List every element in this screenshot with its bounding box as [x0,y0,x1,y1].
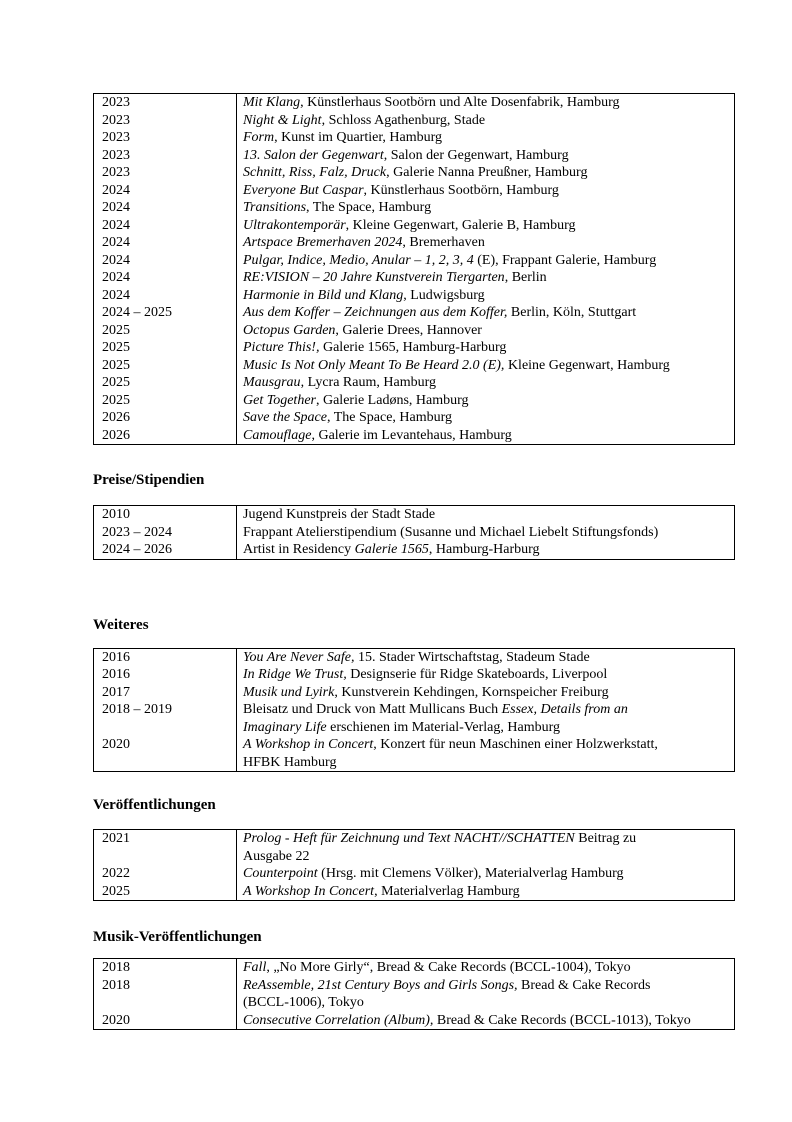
table-row [94,304,734,322]
entry-text: , Kunst im Quartier, Hamburg [274,130,443,145]
entry-text: Jugend Kunstpreis der Stadt Stade [243,507,436,522]
section-heading-veroeffentlichungen: Veröffentlichungen [93,797,216,813]
year-cell: 2024 [94,182,237,200]
year-cell: 2020 [94,1012,237,1030]
table-row [94,409,734,427]
entry-text: Beitrag zu [574,831,637,846]
table-row [94,736,734,771]
table-row [94,883,734,901]
entry-text: Artist in Residency [243,542,355,557]
entry-text: Berlin, Köln, Stuttgart [507,305,637,320]
entry-line [243,1012,734,1030]
entry-title-italic: 13. Salon der Gegenwart [243,147,384,163]
entry-text: Designserie für Ridge Skateboards, Liverpool [346,667,608,682]
entry-text: HFBK Hamburg [243,754,337,770]
entry-line [243,199,734,217]
entry-text: Bread & Cake Records [517,977,651,993]
entry-cell [237,392,734,410]
entry-cell [237,701,734,736]
entry-title-italic: Essex, Details from an [501,702,628,717]
year-cell: 2025 [94,392,237,410]
entry-title-italic: Mausgrau [243,375,301,390]
table-row [94,339,734,357]
entry-text: , Bremerhaven [402,235,485,250]
entry-cell [237,94,734,112]
year-cell: 2025 [94,883,237,901]
entry-text: , Schloss Agathenburg, Stade [321,112,486,128]
entry-line [243,719,734,737]
year-cell: 2024 [94,287,237,305]
entry-text: , Künstlerhaus Sootbörn und Alte Dosenfabrik, Hamburg [300,95,620,110]
entry-line [243,506,734,524]
entry-text: Bread & Cake Records (BCCL-1013), Tokyo [433,1012,691,1028]
entry-cell [237,977,734,1012]
year-cell: 2020 [94,736,237,771]
table-row [94,182,734,200]
entry-text: Bleisatz und Druck von Matt Mullicans Buch [243,702,502,717]
year-cell: 2023 [94,147,237,165]
section-heading-musik-veroeffentlichungen: Musik-Veröffentlichungen [93,929,262,945]
year-cell: 2022 [94,865,237,883]
entry-cell [237,830,734,865]
entry-line [243,304,734,322]
entry-title-italic: Schnitt, Riss, Falz, Druck [243,165,387,180]
entry-line [243,994,734,1012]
table-row [94,684,734,702]
entry-line [243,754,734,772]
entry-text: , Kunstverein Kehdingen, Kornspeicher Freiburg [334,684,609,700]
table-row [94,830,734,865]
entry-text: Ausgabe 22 [243,848,310,864]
section-preise-stipendien [93,471,735,560]
entry-cell [237,865,734,883]
entry-title-italic: Ultrakontemporär [243,217,346,233]
entry-cell [237,304,734,322]
musik-veroeffentlichungen-table [93,958,735,1030]
year-cell: 2023 [94,129,237,147]
entry-cell [237,129,734,147]
entry-text: , Galerie Drees, Hannover [335,322,482,338]
entry-cell [237,269,734,287]
table-row [94,357,734,375]
entry-cell [237,252,734,270]
entry-title-italic: RE:VISION – 20 Jahre Kunstverein Tiergarten [243,270,505,285]
table-row [94,322,734,340]
year-cell: 2025 [94,374,237,392]
table-row [94,129,734,147]
section-veroeffentlichungen [93,796,735,901]
entry-line [243,666,734,684]
entry-title-italic: Counterpoint [243,866,318,881]
entry-text: , Galerie im Levantehaus, Hamburg [311,427,512,443]
entry-line [243,701,734,719]
entry-title-italic: Form [243,130,275,145]
year-cell: 2018 – 2019 [94,701,237,736]
entry-line [243,392,734,410]
year-cell: 2024 – 2026 [94,541,237,559]
entry-cell [237,217,734,235]
entry-text: , Berlin [504,270,547,285]
entry-line [243,848,734,866]
year-cell: 2016 [94,649,237,667]
entry-cell [237,684,734,702]
entry-text: , „No More Girly“, Bread & Cake Records (BCCL-1004), Tokyo [266,960,631,975]
entry-cell [237,339,734,357]
entry-title-italic: ReAssemble, 21st Century Boys and Girls Songs, [243,977,518,993]
year-cell: 2023 [94,164,237,182]
table-row [94,234,734,252]
table-row [94,427,734,445]
entry-text: , Galerie Nanna Preußner, Hamburg [386,165,588,180]
entry-cell [237,427,734,445]
entry-line [243,427,734,445]
entry-line [243,409,734,427]
entry-line [243,736,734,754]
table-row [94,199,734,217]
entry-line [243,977,734,995]
entry-text: , Materialverlag Hamburg [374,883,520,899]
entry-line [243,339,734,357]
entry-title-italic: Aus dem Koffer – Zeichnungen aus dem Koffer, [243,305,508,320]
entry-cell [237,234,734,252]
entry-line [243,684,734,702]
section-musik-veroeffentlichungen [93,928,735,1030]
table-row [94,649,734,667]
entry-line [243,322,734,340]
table-row [94,374,734,392]
entry-title-italic: Artspace Bremerhaven 2024 [243,235,403,250]
entry-title-italic: Octopus Garden [243,322,336,338]
section-heading-weiteres: Weiteres [93,616,149,633]
entry-cell [237,322,734,340]
entry-title-italic: Save the Space [243,410,327,425]
year-cell: 2024 – 2025 [94,304,237,322]
entry-title-italic: Everyone But Caspar [243,182,364,198]
table-row [94,269,734,287]
entry-line [243,959,734,977]
entry-cell [237,112,734,130]
entry-line [243,541,734,559]
table-row [94,1012,734,1030]
entry-line [243,112,734,130]
year-cell: 2025 [94,357,237,375]
entry-cell [237,506,734,524]
entry-cell [237,147,734,165]
table-row [94,666,734,684]
entry-line [243,147,734,165]
entry-line [243,182,734,200]
year-cell: 2024 [94,234,237,252]
entry-text: (BCCL-1006), Tokyo [243,995,364,1010]
entry-cell [237,182,734,200]
entry-cell [237,541,734,559]
entry-cell [237,164,734,182]
entry-title-italic: Musik und Lyirk [243,684,335,700]
entry-line [243,649,734,667]
entry-title-italic: Fall [243,960,267,975]
entry-cell [237,883,734,901]
table-row [94,164,734,182]
table-row [94,252,734,270]
entry-title-italic: Music Is Not Only Meant To Be Heard 2.0 (E), [243,357,505,373]
year-cell: 2024 [94,252,237,270]
year-cell: 2024 [94,269,237,287]
entry-line [243,129,734,147]
year-cell: 2018 [94,977,237,1012]
year-cell: 2024 [94,217,237,235]
year-cell: 2026 [94,409,237,427]
entry-cell [237,649,734,667]
entry-line [243,374,734,392]
entry-line [243,252,734,270]
table-row [94,977,734,1012]
table-row [94,865,734,883]
entry-line [243,94,734,112]
entry-text: erschienen im Material-Verlag, Hamburg [326,719,560,735]
entry-text: , Hamburg-Harburg [428,542,540,557]
entry-line [243,883,734,901]
year-cell: 2017 [94,684,237,702]
entry-line [243,524,734,542]
entry-line [243,287,734,305]
year-cell: 2018 [94,959,237,977]
year-cell: 2010 [94,506,237,524]
entry-title-italic: Galerie 1565 [354,542,429,557]
entry-title-italic: Imaginary Life [243,719,327,735]
entry-line [243,865,734,883]
section-exhibitions [93,93,735,445]
year-cell: 2023 [94,94,237,112]
entry-title-italic: Camouflage [243,427,312,443]
section-heading-preise-stipendien: Preise/Stipendien [93,472,205,488]
table-row [94,112,734,130]
entry-text: Galerie 1565, Hamburg-Harburg [319,340,507,355]
entry-cell [237,959,734,977]
entry-text: Kleine Gegenwart, Hamburg [504,357,670,373]
table-row [94,541,734,559]
table-row [94,94,734,112]
entry-text: , Salon der Gegenwart, Hamburg [383,147,569,163]
entry-cell [237,736,734,771]
entry-title-italic: Night & Light [243,112,322,128]
table-row [94,506,734,524]
entry-text: , Galerie Ladøns, Hamburg [315,392,469,408]
entry-cell [237,1012,734,1030]
entry-title-italic: In Ridge We Trust, [243,667,347,682]
entry-cell [237,524,734,542]
table-row [94,287,734,305]
entry-text: , Ludwigsburg [403,287,485,303]
entry-line [243,234,734,252]
entry-cell [237,287,734,305]
entry-cell [237,409,734,427]
entry-line [243,357,734,375]
entry-text: Frappant Atelierstipendium (Susanne und Michael Liebelt Stiftungsfonds) [243,524,659,540]
entry-title-italic: Pulgar, Indice, Medio, Anular – 1, 2, 3, 4 [243,252,474,268]
entry-title-italic: Transitions [243,200,307,215]
entry-text: , Kleine Gegenwart, Galerie B, Hamburg [345,217,576,233]
entry-text: (Hrsg. mit Clemens Völker), Materialverlag Hamburg [317,866,624,881]
entry-cell [237,357,734,375]
year-cell: 2025 [94,339,237,357]
entry-line [243,164,734,182]
preise-stipendien-table [93,505,735,560]
table-row [94,392,734,410]
entry-title-italic: A Workshop in Concert [243,737,374,752]
entry-line [243,269,734,287]
table-row [94,524,734,542]
entry-text: , Konzert für neun Maschinen einer Holzwerkstatt, [373,737,658,752]
entry-title-italic: Get Together [243,392,316,408]
year-cell: 2026 [94,427,237,445]
year-cell: 2023 [94,112,237,130]
year-cell: 2025 [94,322,237,340]
exhibitions-table [93,93,735,445]
entry-line [243,217,734,235]
entry-title-italic: Prolog - Heft für Zeichnung und Text NACHT//SCHATTEN [243,831,575,846]
entry-cell [237,199,734,217]
year-cell: 2024 [94,199,237,217]
entry-title-italic: You Are Never Safe, [243,649,355,665]
entry-title-italic: Picture This!, [243,340,320,355]
table-row [94,147,734,165]
entry-text: , The Space, Hamburg [306,200,432,215]
entry-title-italic: Mit Klang [243,95,301,110]
entry-line [243,830,734,848]
year-cell: 2016 [94,666,237,684]
entry-text: , Lycra Raum, Hamburg [300,375,436,390]
table-row [94,701,734,736]
entry-text: , Künstlerhaus Sootbörn, Hamburg [363,182,559,198]
section-weiteres [93,616,735,773]
weiteres-table [93,648,735,773]
entry-text: (E), Frappant Galerie, Hamburg [473,252,657,268]
table-row [94,217,734,235]
entry-title-italic: Harmonie in Bild und Klang [243,287,404,303]
page-content [93,93,735,1030]
entry-text: , The Space, Hamburg [326,410,453,425]
entry-title-italic: Consecutive Correlation (Album), [243,1012,434,1028]
year-cell: 2021 [94,830,237,865]
entry-text: 15. Stader Wirtschaftstag, Stadeum Stade [354,649,590,665]
table-row [94,959,734,977]
year-cell: 2023 – 2024 [94,524,237,542]
entry-cell [237,666,734,684]
entry-cell [237,374,734,392]
entry-title-italic: A Workshop In Concert [243,883,375,899]
veroeffentlichungen-table [93,829,735,901]
